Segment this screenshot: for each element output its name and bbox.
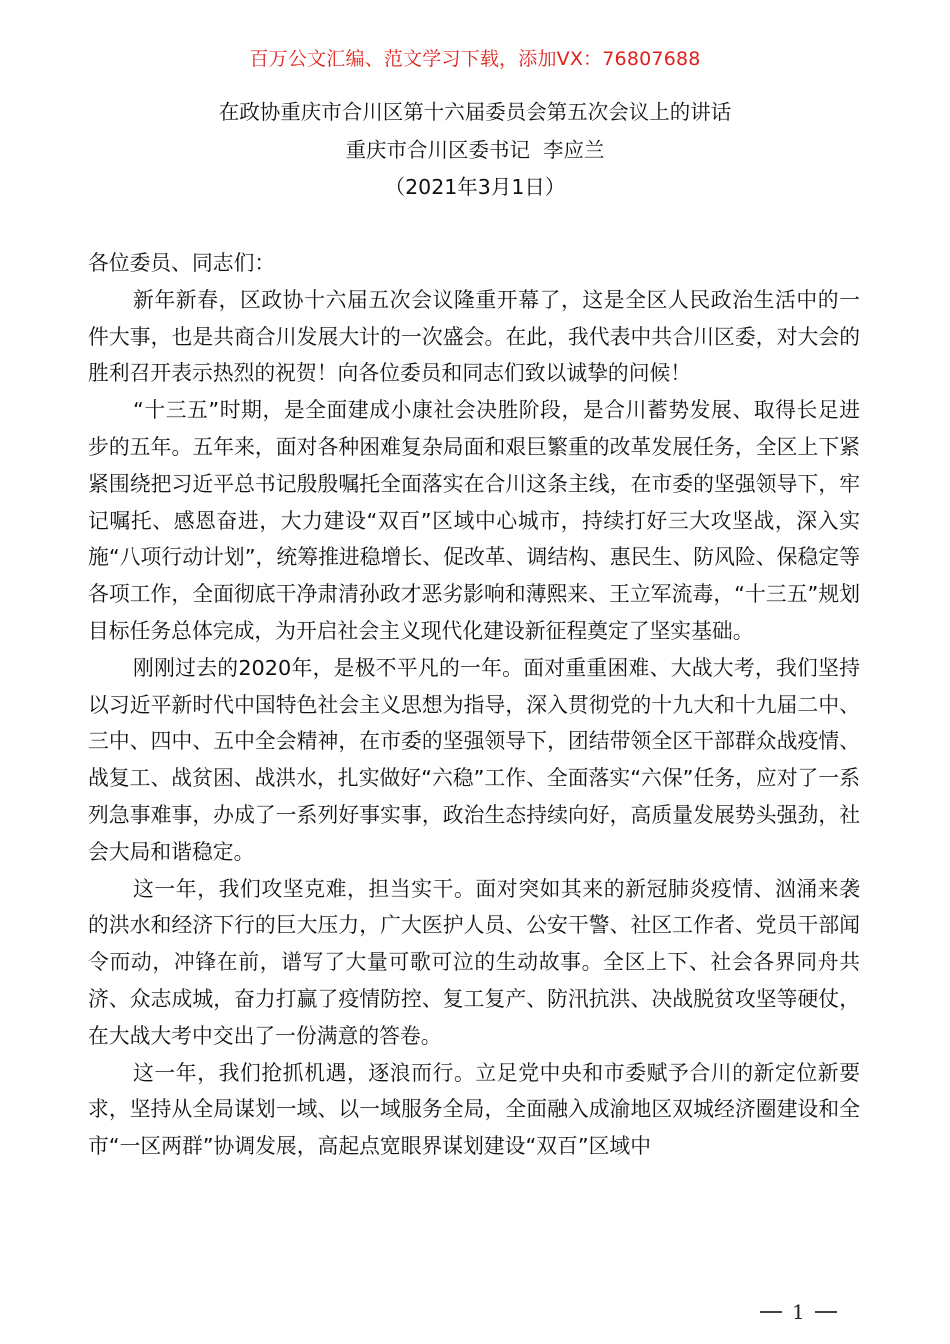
document-body [88,245,860,1165]
paragraph: 这一年，我们抢抓机遇，逐浪而行。立足党中央和市委赋予合川的新定位新要求，坚持从全局谋划一域、以一域服务全局，全面融入成渝地区双城经济圈建设和全市“一区两群”协调发展，高起点宽眼界谋划建设“双百”区域中 [88,1060,860,1159]
paragraph: 新年新春，区政协十六届五次会议隆重开幕了，这是全区人民政治生活中的一件大事，也是共商合川发展大计的一次盛会。在此，我代表中共合川区委，对大会的胜利召开表示热烈的祝贺！向各位委员和同志们致以诚挚的问候！ [88,287,860,386]
document-title: 在政协重庆市合川区第十六届委员会第五次会议上的讲话 [218,100,732,124]
watermark-banner: 百万公文汇编、范文学习下载，添加VX：76807688 [249,48,701,70]
dash-left-icon [760,1311,782,1313]
paragraph: 这一年，我们攻坚克难，担当实干。面对突如其来的新冠肺炎疫情、汹涌来袭的洪水和经济下行的巨大压力，广大医护人员、公安干警、社区工作者、党员干部闻令而动，冲锋在前，谱写了大量可歌可泣的生动故事。全区上下、社会各界同舟共济、众志成城，奋力打赢了疫情防控、复工复产、防汛抗洪、决战脱贫攻坚等硬仗，在大战大考中交出了一份满意的答卷。 [88,876,860,1048]
date-line: （2021年3月1日） [384,175,566,199]
title-block [0,97,950,210]
page-number: 1 [792,1300,805,1324]
page-footer [760,1300,837,1324]
author-line: 重庆市合川区委书记 李应兰 [345,137,605,162]
dash-right-icon [815,1311,837,1313]
salutation: 各位委员、同志们： [88,251,276,275]
paragraph: “十三五”时期，是全面建成小康社会决胜阶段，是合川蓄势发展、取得长足进步的五年。五年来，面对各种困难复杂局面和艰巨繁重的改革发展任务，全区上下紧紧围绕把习近平总书记殷殷嘱托全面落实在合川这条主线，在市委的坚强领导下，牢记嘱托、感恩奋进，大力建设“双百”区域中心城市，持续打好三大攻坚战，深入实施“八项行动计划”，统筹推进稳增长、促改革、调结构、惠民生、防风险、保稳定等各项工作，全面彻底干净肃清孙政才恶劣影响和薄熙来、王立军流毒，“十三五”规划目标任务总体完成，为开启社会主义现代化建设新征程奠定了坚实基础。 [88,398,860,643]
paragraph: 刚刚过去的2020年，是极不平凡的一年。面对重重困难、大战大考，我们坚持以习近平新时代中国特色社会主义思想为指导，深入贯彻党的十九大和十九届二中、三中、四中、五中全会精神，在市委的坚强领导下，团结带领全区干部群众战疫情、战复工、战贫困、战洪水，扎实做好“六稳”工作、全面落实“六保”任务，应对了一系列急事难事，办成了一系列好事实事，政治生态持续向好，高质量发展势头强劲，社会大局和谐稳定。 [88,655,860,864]
